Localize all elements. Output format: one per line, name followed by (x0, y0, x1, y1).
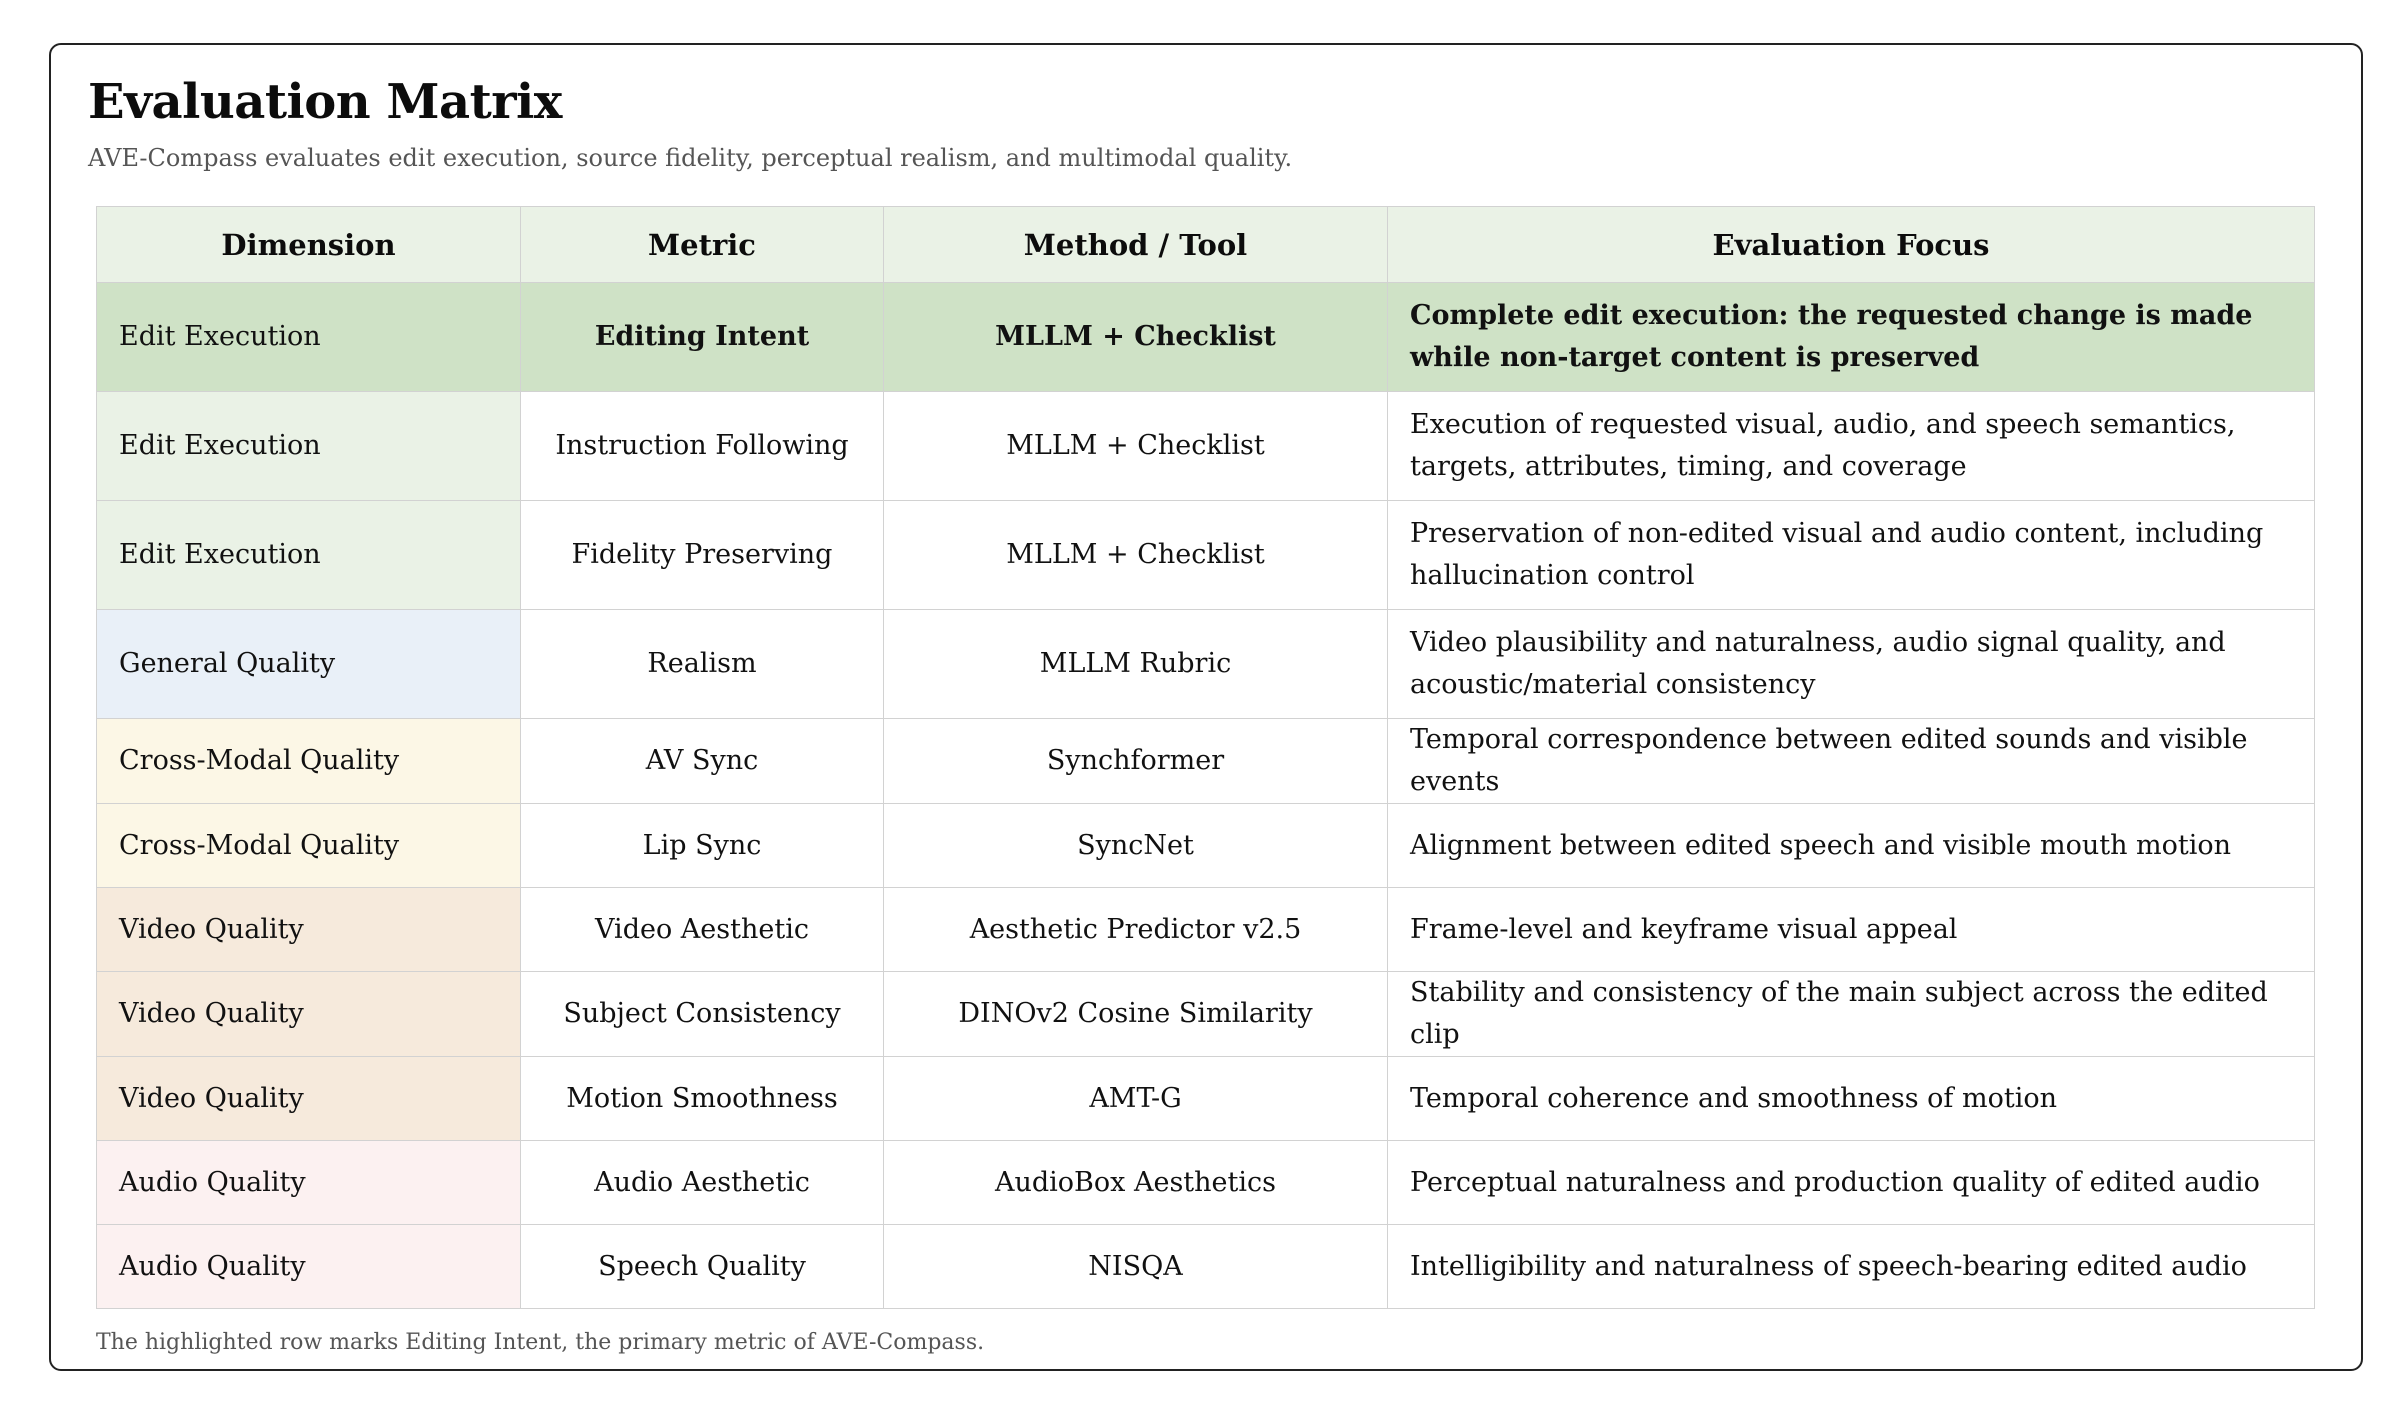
table-row (97, 501, 2315, 610)
column-header-dimension: Dimension (97, 207, 521, 283)
dimension-cell: Cross-Modal Quality (97, 804, 521, 888)
dimension-cell: Edit Execution (97, 501, 521, 610)
method-cell: Synchformer (884, 719, 1388, 804)
focus-cell: Temporal coherence and smoothness of motion (1388, 1057, 2315, 1141)
focus-cell: Complete edit execution: the requested change is made while non-target content is preserved (1388, 283, 2315, 392)
table-row (97, 972, 2315, 1057)
dimension-cell: Edit Execution (97, 283, 521, 392)
table-row (97, 610, 2315, 719)
dimension-cell: Audio Quality (97, 1141, 521, 1225)
column-header-metric: Metric (521, 207, 884, 283)
evaluation-matrix-table (96, 206, 2315, 1309)
method-cell: MLLM + Checklist (884, 392, 1388, 501)
method-cell: MLLM Rubric (884, 610, 1388, 719)
metric-cell: Video Aesthetic (521, 888, 884, 972)
metric-cell: Lip Sync (521, 804, 884, 888)
method-cell: SyncNet (884, 804, 1388, 888)
table-row (97, 1225, 2315, 1309)
column-header-evaluation-focus: Evaluation Focus (1388, 207, 2315, 283)
method-cell: Aesthetic Predictor v2.5 (884, 888, 1388, 972)
column-header-method-tool: Method / Tool (884, 207, 1388, 283)
method-cell: AudioBox Aesthetics (884, 1141, 1388, 1225)
metric-cell: AV Sync (521, 719, 884, 804)
method-cell: MLLM + Checklist (884, 501, 1388, 610)
dimension-cell: Video Quality (97, 888, 521, 972)
metric-cell: Subject Consistency (521, 972, 884, 1057)
focus-cell: Intelligibility and naturalness of speech-bearing edited audio (1388, 1225, 2315, 1309)
dimension-cell: Audio Quality (97, 1225, 521, 1309)
table-row (97, 1141, 2315, 1225)
method-cell: AMT-G (884, 1057, 1388, 1141)
table-row (97, 719, 2315, 804)
focus-cell: Temporal correspondence between edited sounds and visible events (1388, 719, 2315, 804)
dimension-cell: Edit Execution (97, 392, 521, 501)
table-row (97, 804, 2315, 888)
page-title: Evaluation Matrix (88, 74, 562, 130)
focus-cell: Preservation of non-edited visual and audio content, including hallucination control (1388, 501, 2315, 610)
focus-cell: Video plausibility and naturalness, audio signal quality, and acoustic/material consistency (1388, 610, 2315, 719)
dimension-cell: Video Quality (97, 972, 521, 1057)
focus-cell: Execution of requested visual, audio, and speech semantics, targets, attributes, timing, and coverage (1388, 392, 2315, 501)
focus-cell: Perceptual naturalness and production quality of edited audio (1388, 1141, 2315, 1225)
metric-cell: Motion Smoothness (521, 1057, 884, 1141)
dimension-cell: Cross-Modal Quality (97, 719, 521, 804)
metric-cell: Editing Intent (521, 283, 884, 392)
metric-cell: Speech Quality (521, 1225, 884, 1309)
metric-cell: Instruction Following (521, 392, 884, 501)
focus-cell: Frame-level and keyframe visual appeal (1388, 888, 2315, 972)
metric-cell: Fidelity Preserving (521, 501, 884, 610)
focus-cell: Alignment between edited speech and visible mouth motion (1388, 804, 2315, 888)
dimension-cell: General Quality (97, 610, 521, 719)
metric-cell: Realism (521, 610, 884, 719)
dimension-cell: Video Quality (97, 1057, 521, 1141)
metric-cell: Audio Aesthetic (521, 1141, 884, 1225)
method-cell: MLLM + Checklist (884, 283, 1388, 392)
table-footnote: The highlighted row marks Editing Intent, the primary metric of AVE-Compass. (96, 1330, 985, 1355)
method-cell: NISQA (884, 1225, 1388, 1309)
table-row (97, 888, 2315, 972)
table-row (97, 1057, 2315, 1141)
table-row-highlighted (97, 283, 2315, 392)
focus-cell: Stability and consistency of the main subject across the edited clip (1388, 972, 2315, 1057)
table-row (97, 392, 2315, 501)
table-header-row (97, 207, 2315, 283)
method-cell: DINOv2 Cosine Similarity (884, 972, 1388, 1057)
page-subtitle: AVE-Compass evaluates edit execution, source fidelity, perceptual realism, and multimodal quality. (88, 144, 1293, 172)
